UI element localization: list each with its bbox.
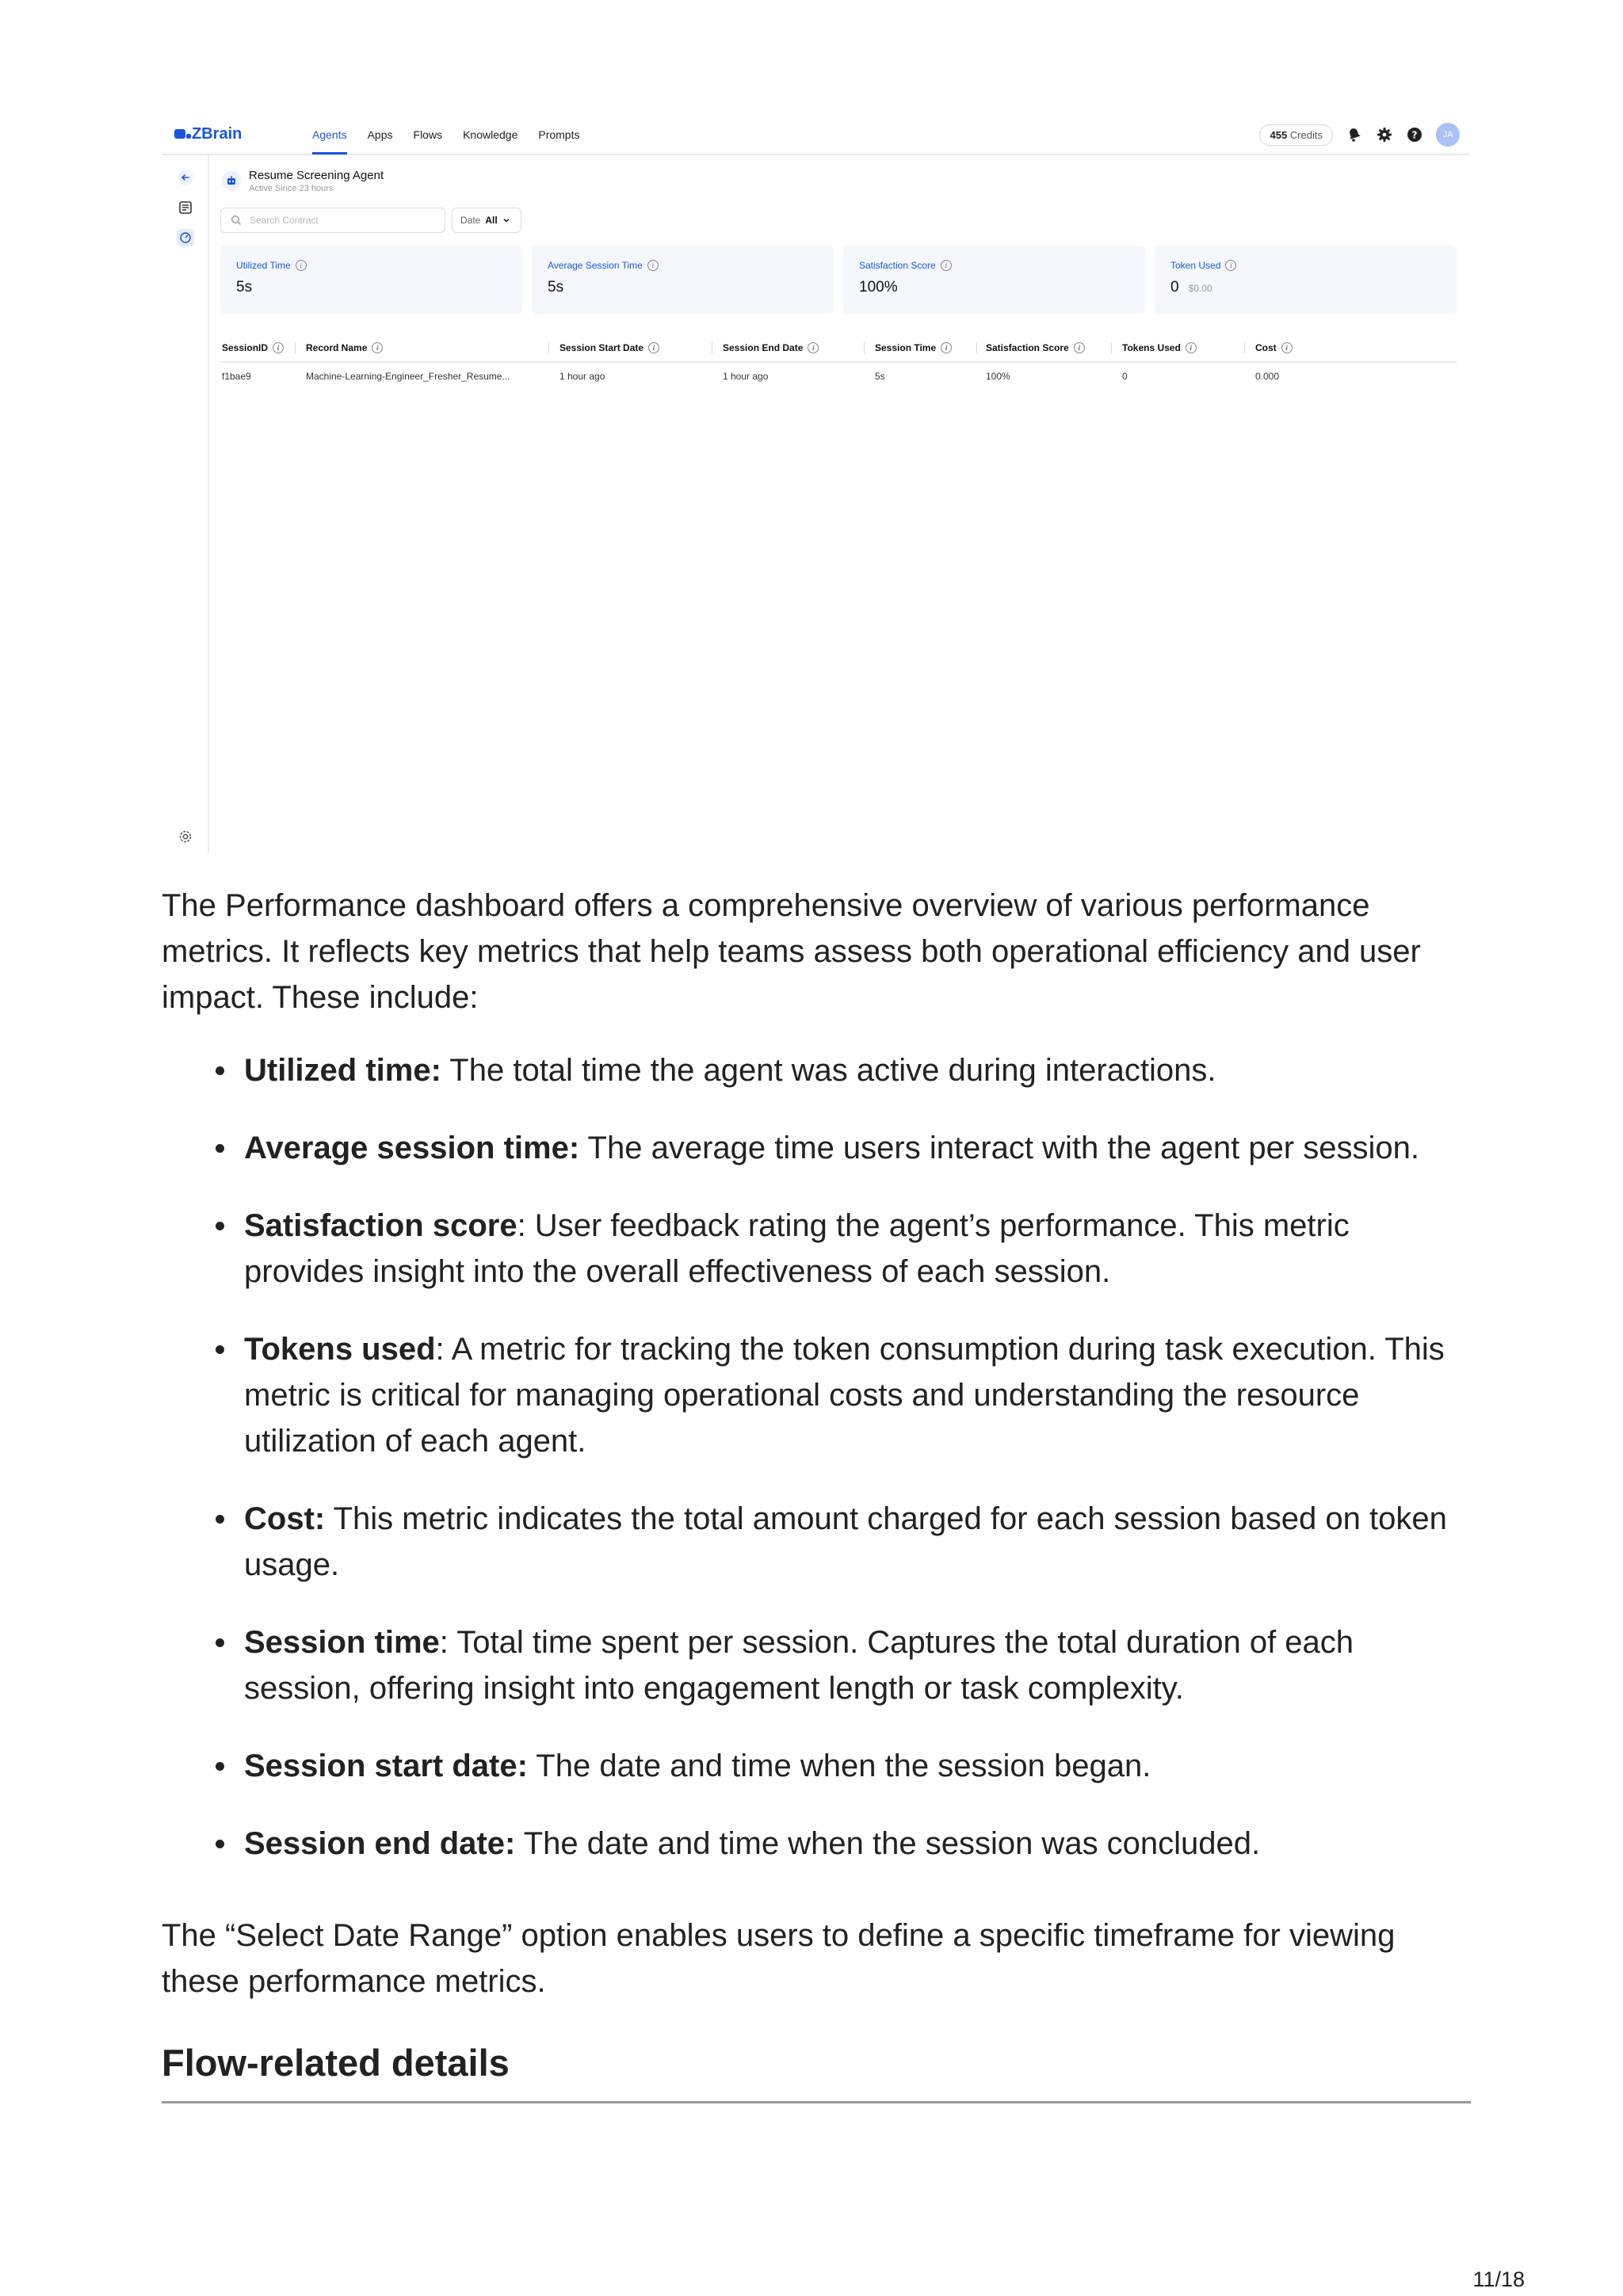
intro-paragraph: The Performance dashboard offers a comprehensive overview of various performance metrics. It reflects key metrics that help teams assess both operational efficiency and user impact. These include: <box>162 888 1421 1015</box>
bullet-text: The total time the agent was active during interactions. <box>441 1053 1216 1088</box>
settings-icon[interactable] <box>176 827 195 846</box>
list-item <box>162 1326 1477 1464</box>
agent-title: Resume Screening Agent <box>249 168 384 182</box>
list-item <box>162 1047 1477 1093</box>
header-text: Cost <box>1255 342 1277 353</box>
column-header-tokens-used[interactable] <box>1122 334 1197 361</box>
metric-card-utilized-time <box>220 246 522 314</box>
average-session-time-value: 5s <box>548 279 564 296</box>
info-icon[interactable]: i <box>647 260 659 271</box>
left-sidebar <box>162 155 209 852</box>
metric-card-average-session-time <box>532 246 834 314</box>
nav-apps[interactable]: Apps <box>367 128 393 141</box>
info-icon[interactable]: i <box>296 260 307 271</box>
cell-session-start-date: 1 hour ago <box>559 371 605 382</box>
top-navigation-bar <box>162 116 1469 155</box>
bullet-term: Cost: <box>244 1501 326 1536</box>
app-screenshot <box>162 116 1469 852</box>
metric-card-value <box>859 279 1145 296</box>
cell-session-time: 5s <box>875 371 885 382</box>
heading-divider <box>162 2101 1471 2103</box>
column-divider <box>976 342 977 353</box>
main-nav <box>312 116 579 154</box>
table-header-row <box>220 334 1457 363</box>
bullet-text: The date and time when the session began. <box>527 1749 1151 1783</box>
svg-text:?: ? <box>1411 129 1418 141</box>
section-heading: Flow-related details <box>162 2042 510 2084</box>
bullet-text: : User feedback rating the agent’s performance. This metric provides insight into the overall effectiveness of each session. <box>244 1208 1350 1289</box>
header-text: Session Start Date <box>559 342 644 353</box>
bullet-text: : Total time spent per session. Captures the total duration of each session, offering insight into engagement length or task complexity. <box>244 1625 1354 1706</box>
top-right-controls <box>1259 122 1460 147</box>
bell-icon[interactable] <box>1346 126 1363 143</box>
sessions-table <box>220 334 1457 390</box>
nav-knowledge[interactable]: Knowledge <box>463 128 518 141</box>
average-session-time-label: Average Session Time <box>548 260 643 271</box>
search-input[interactable] <box>248 214 426 227</box>
satisfaction-score-label: Satisfaction Score <box>859 260 936 271</box>
gear-icon[interactable] <box>1376 126 1393 143</box>
utilized-time-label: Utilized Time <box>236 260 291 271</box>
bullet-text: This metric indicates the total amount charged for each session based on token usage. <box>244 1501 1447 1582</box>
info-icon[interactable]: i <box>941 260 952 271</box>
metric-card-token-used <box>1155 246 1457 314</box>
bullet-text: : A metric for tracking the token consumption during task execution. This metric is critical for managing operational costs and understanding the resource utilization of each agent. <box>244 1332 1445 1459</box>
agent-subtitle: Active Since 23 hours <box>249 183 334 193</box>
help-icon[interactable] <box>1406 126 1423 143</box>
token-used-value: 0 <box>1170 279 1179 296</box>
bullet-term: Utilized time: <box>244 1053 441 1088</box>
metric-card-value <box>548 279 834 296</box>
satisfaction-score-value: 100% <box>859 279 898 296</box>
column-divider <box>548 342 549 353</box>
cell-record-name[interactable]: Machine-Learning-Engineer_Fresher_Resume... <box>306 371 510 382</box>
logo-text: ZBrain <box>192 124 242 143</box>
metric-cards <box>220 246 1457 314</box>
table-row[interactable] <box>220 363 1457 390</box>
header-text: Session End Date <box>723 342 804 353</box>
bullet-text: The date and time when the session was concluded. <box>515 1826 1261 1861</box>
token-used-label: Token Used <box>1170 260 1221 271</box>
column-divider <box>295 342 296 353</box>
metric-card-label <box>859 260 1145 271</box>
user-avatar[interactable]: JA <box>1436 123 1460 147</box>
agent-robot-icon <box>222 171 241 190</box>
list-item <box>162 1619 1477 1711</box>
search-box[interactable] <box>220 208 445 233</box>
column-header-session-time[interactable] <box>875 334 952 361</box>
metric-card-value <box>1170 279 1457 296</box>
utilized-time-value: 5s <box>236 279 253 296</box>
header-text: Session Time <box>875 342 937 353</box>
bullet-term: Satisfaction score <box>244 1208 517 1243</box>
metric-card-label <box>236 260 522 271</box>
bullet-term: Session start date: <box>244 1749 528 1783</box>
column-header-satisfaction-score[interactable] <box>986 334 1085 361</box>
date-filter-label: Date <box>460 215 481 226</box>
list-item <box>162 1203 1477 1295</box>
column-header-record-name[interactable] <box>306 334 383 361</box>
cell-cost: 0.000 <box>1255 371 1280 382</box>
list-item <box>162 1125 1477 1171</box>
bullet-term: Session time <box>244 1625 440 1660</box>
date-filter-dropdown[interactable] <box>452 208 521 233</box>
cell-tokens-used: 0 <box>1122 371 1128 382</box>
agent-header <box>222 165 384 196</box>
info-icon[interactable]: i <box>1225 260 1236 271</box>
column-divider <box>1244 342 1245 353</box>
column-header-session-end-date[interactable] <box>723 334 819 361</box>
document-icon[interactable] <box>176 198 195 217</box>
list-item <box>162 1821 1477 1867</box>
info-icon[interactable]: i <box>273 342 284 353</box>
nav-agents[interactable]: Agents <box>312 116 347 154</box>
credits-badge[interactable] <box>1259 124 1333 146</box>
info-icon[interactable]: i <box>1281 342 1293 353</box>
info-icon[interactable]: i <box>941 342 952 353</box>
cell-session-end-date: 1 hour ago <box>723 371 769 382</box>
header-text: Record Name <box>306 342 368 353</box>
column-header-sessionid[interactable] <box>222 334 284 361</box>
list-item <box>162 1743 1477 1789</box>
column-divider <box>864 342 865 353</box>
list-item <box>162 1496 1477 1588</box>
page-number: 11/18 <box>1472 2267 1525 2291</box>
info-icon[interactable]: i <box>1186 342 1197 353</box>
nav-flows[interactable]: Flows <box>413 128 443 141</box>
zbrain-logo[interactable] <box>174 124 242 144</box>
header-text: SessionID <box>222 342 269 353</box>
bullet-text: The average time users interact with the agent per session. <box>579 1131 1419 1165</box>
bullet-term: Tokens used <box>244 1332 436 1367</box>
metric-card-value <box>236 279 522 296</box>
bullet-term: Session end date: <box>244 1826 516 1861</box>
header-text: Satisfaction Score <box>986 342 1069 353</box>
search-icon <box>231 215 242 226</box>
info-icon[interactable]: i <box>648 342 659 353</box>
back-arrow-icon[interactable] <box>176 168 195 187</box>
column-header-cost[interactable] <box>1255 334 1293 361</box>
info-icon[interactable]: i <box>808 342 819 353</box>
token-cost-value: $0.00 <box>1188 283 1212 294</box>
cell-session-id: f1bae9 <box>222 371 251 382</box>
date-filter-value: All <box>485 215 498 226</box>
bullet-term: Average session time: <box>244 1131 580 1165</box>
outro-paragraph: The “Select Date Range” option enables users to define a specific timeframe for viewing these performance metrics. <box>162 1918 1396 1999</box>
metric-card-label <box>1170 260 1457 271</box>
info-icon[interactable]: i <box>372 342 383 353</box>
info-icon[interactable]: i <box>1074 342 1085 353</box>
zbrain-logo-icon <box>174 129 185 139</box>
column-header-session-start-date[interactable] <box>559 334 659 361</box>
metrics-bullet-list <box>162 1047 1477 1898</box>
header-text: Tokens Used <box>1122 342 1181 353</box>
credits-label: Credits <box>1289 128 1323 141</box>
performance-gauge-icon[interactable] <box>176 228 195 247</box>
nav-prompts[interactable]: Prompts <box>538 128 580 141</box>
credits-value: 455 <box>1270 128 1288 141</box>
cell-satisfaction-score: 100% <box>986 371 1010 382</box>
column-divider <box>1111 342 1112 353</box>
chevron-down-icon <box>502 216 510 224</box>
metric-card-satisfaction-score <box>843 246 1145 314</box>
metric-card-label <box>548 260 834 271</box>
